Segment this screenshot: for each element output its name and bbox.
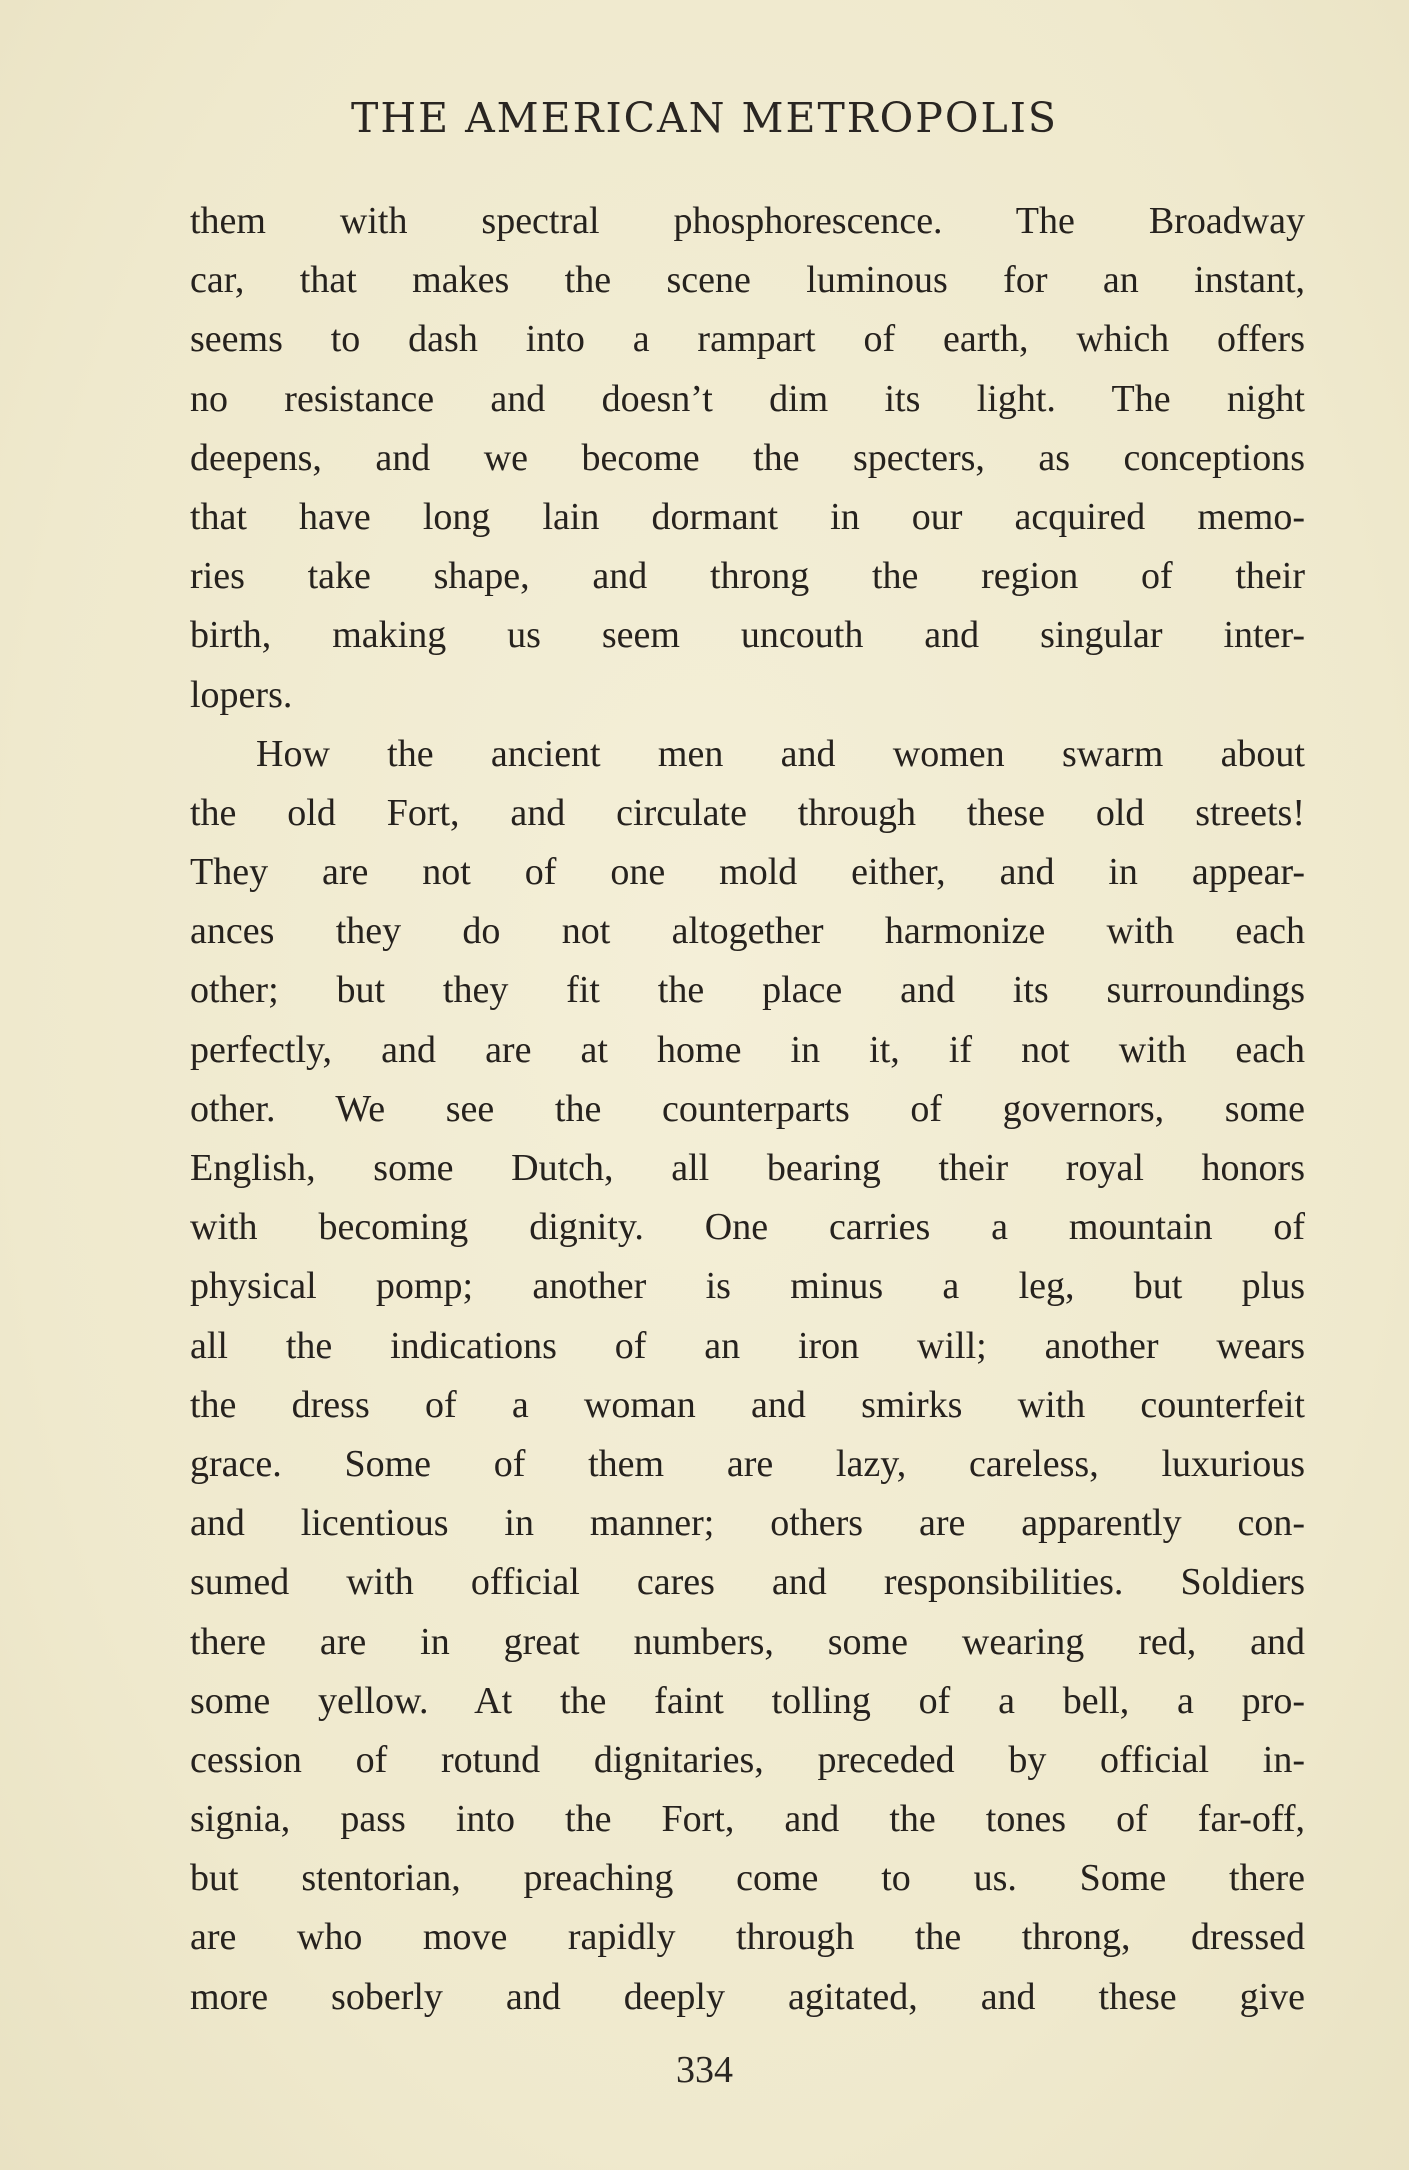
- body-text: [190, 192, 1305, 2027]
- text-line: with becoming dignity. One carries a mountain of: [190, 1206, 1305, 1249]
- text-line: perfectly, and are at home in it, if not with each: [190, 1028, 1305, 1071]
- text-line: grace. Some of them are lazy, careless, luxurious: [190, 1442, 1305, 1485]
- text-line: ries take shape, and throng the region of their: [190, 555, 1305, 598]
- text-line: that have long lain dormant in our acquired memo-: [190, 495, 1305, 538]
- text-line: seems to dash into a rampart of earth, which offers: [190, 318, 1305, 361]
- text-line: car, that makes the scene luminous for an instant,: [190, 259, 1305, 302]
- text-line: other. We see the counterparts of governors, some: [190, 1087, 1305, 1130]
- text-line: sumed with official cares and responsibilities. Soldiers: [190, 1561, 1305, 1604]
- text-line: birth, making us seem uncouth and singular inter-: [190, 614, 1305, 657]
- text-line: the old Fort, and circulate through these old streets!: [190, 791, 1305, 834]
- text-line: more soberly and deeply agitated, and these give: [190, 1975, 1305, 2018]
- text-line: and licentious in manner; others are apparently con-: [190, 1502, 1305, 1545]
- running-header: THE AMERICAN METROPOLIS: [351, 94, 1058, 142]
- text-line: other; but they fit the place and its surroundings: [190, 969, 1305, 1012]
- text-line: them with spectral phosphorescence. The Broadway: [190, 200, 1305, 242]
- text-line: English, some Dutch, all bearing their royal honors: [190, 1147, 1305, 1189]
- text-line: but stentorian, preaching come to us. Some there: [190, 1857, 1305, 1900]
- text-line: no resistance and doesn’t dim its light. The night: [190, 377, 1305, 420]
- text-line: are who move rapidly through the throng, dressed: [190, 1916, 1305, 1959]
- text-line: all the indications of an iron will; another wears: [190, 1324, 1305, 1367]
- text-line-paragraph-start: How the ancient men and women swarm about: [256, 732, 1305, 775]
- page-number: 334: [676, 2049, 733, 2091]
- text-line: They are not of one mold either, and in appear-: [190, 851, 1305, 894]
- text-line-paragraph-end: lopers.: [190, 673, 293, 716]
- text-line: some yellow. At the faint tolling of a bell, a pro-: [190, 1679, 1305, 1722]
- text-line: ances they do not altogether harmonize with each: [190, 910, 1305, 953]
- text-line: deepens, and we become the specters, as conceptions: [190, 436, 1305, 479]
- text-line: physical pomp; another is minus a leg, but plus: [190, 1265, 1305, 1308]
- text-line: signia, pass into the Fort, and the tones of far-off,: [190, 1798, 1305, 1841]
- text-line: the dress of a woman and smirks with counterfeit: [190, 1383, 1305, 1426]
- text-line: there are in great numbers, some wearing red, and: [190, 1620, 1305, 1663]
- text-line: cession of rotund dignitaries, preceded by official in-: [190, 1738, 1305, 1781]
